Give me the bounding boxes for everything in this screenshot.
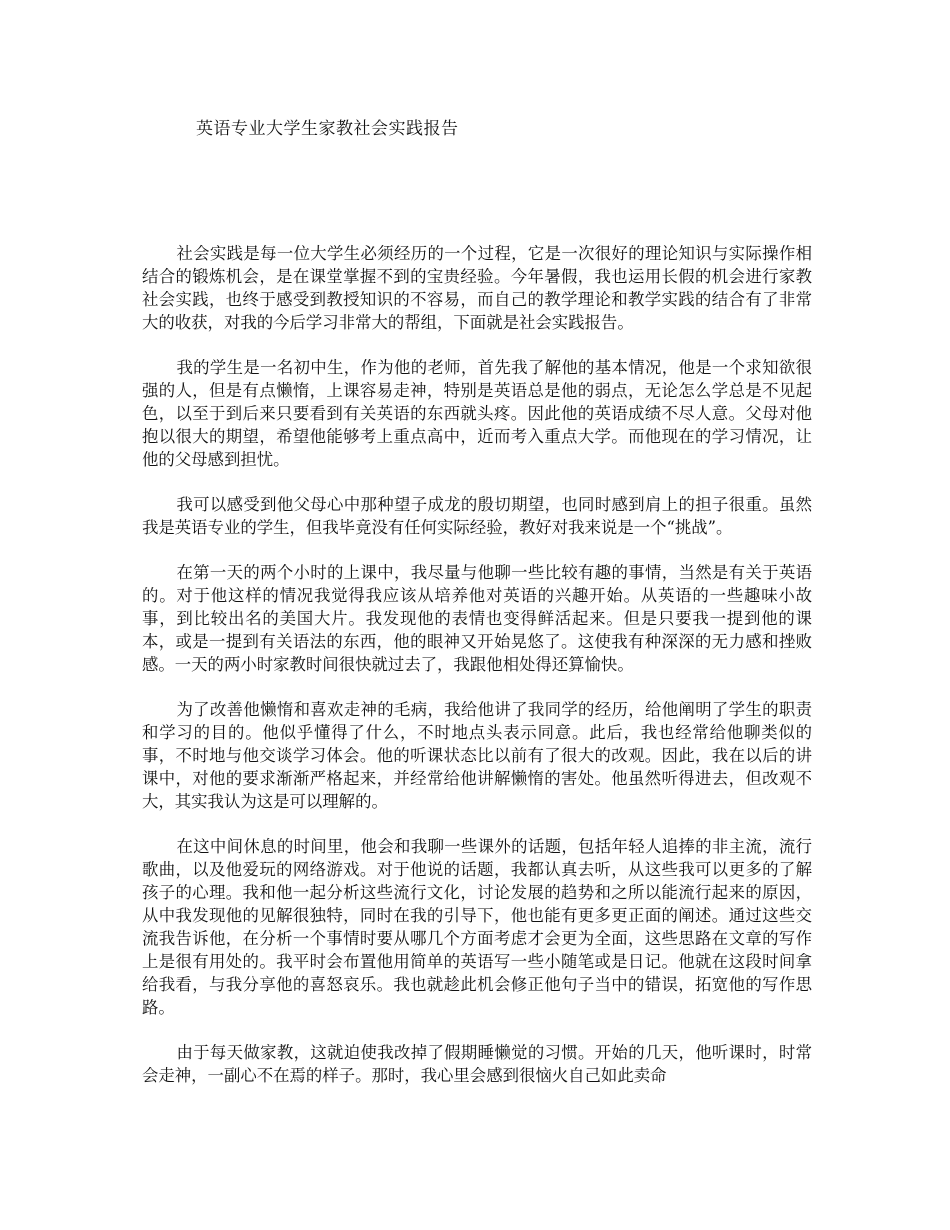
paragraph-daily-tutoring: 由于每天做家教，这就迫使我改掉了假期睡懒觉的习惯。开始的几天，他听课时，时常会走神，一副心不在焉的样子。那时，我心里会感到很恼火自己如此卖命 xyxy=(142,1043,812,1085)
paragraph-parents-expectation: 我可以感受到他父母心中那种望子成龙的殷切期望，也同时感到肩上的担子很重。虽然我是英语专业的学生，但我毕竟没有任何实际经验，教好对我来说是一个“挑战”。 xyxy=(142,495,812,537)
paragraph-improving-habits: 为了改善他懒惰和喜欢走神的毛病，我给他讲了我同学的经历，给他阐明了学生的职责和学习的目的。他似乎懂得了什么，不时地点头表示同意。此后，我也经常给他聊类似的事，不时地与他交谈学习体会。他的听课状态比以前有了很大的改观。因此，我在以后的讲课中，对他的要求渐渐严格起来，并经常给他讲解懒惰的害处。他虽然听得进去，但改观不大，其实我认为这是可以理解的。 xyxy=(142,700,812,811)
paragraph-first-lesson: 在第一天的两个小时的上课中，我尽量与他聊一些比较有趣的事情，当然是有关于英语的。对于他这样的情况我觉得我应该从培养他对英语的兴趣开始。从英语的一些趣味小故事，到比较出名的美国大片。我发现他的表情也变得鲜活起来。但是只要我一提到他的课本，或是一提到有关语法的东西，他的眼神又开始晃悠了。这使我有种深深的无力感和挫败感。一天的两小时家教时间很快就过去了，我跟他相处得还算愉快。 xyxy=(142,563,812,674)
paragraph-break-conversations: 在这中间休息的时间里，他会和我聊一些课外的话题，包括年轻人追捧的非主流，流行歌曲，以及他爱玩的网络游戏。对于他说的话题，我都认真去听，从这些我可以更多的了解孩子的心理。我和他一起分析这些流行文化，讨论发展的趋势和之所以能流行起来的原因，从中我发现他的见解很独特，同时在我的引导下，他也能有更多更正面的阐述。通过这些交流我告诉他，在分析一个事情时要从哪几个方面考虑才会更为全面，这些思路在文章的写作上是很有用处的。我平时会布置他用简单的英语写一些小随笔或是日记。他就在这段时间拿给我看，与我分享他的喜怒哀乐。我也就趁此机会修正他句子当中的错误，拓宽他的写作思路。 xyxy=(142,837,812,1017)
paragraph-intro: 社会实践是每一位大学生必须经历的一个过程，它是一次很好的理论知识与实际操作相结合的锻炼机会，是在课堂掌握不到的宝贵经验。今年暑假，我也运用长假的机会进行家教社会实践，也终于感受到教授知识的不容易，而自己的教学理论和教学实践的结合有了非常大的收获，对我的今后学习非常大的帮组，下面就是社会实践报告。 xyxy=(142,244,812,332)
document-title: 英语专业大学生家教社会实践报告 xyxy=(196,119,459,139)
paragraph-student-background: 我的学生是一名初中生，作为他的老师，首先我了解他的基本情况，他是一个求知欲很强的人，但是有点懒惰，上课容易走神，特别是英语总是他的弱点，无论怎么学总是不见起色，以至于到后来只要看到有关英语的东西就头疼。因此他的英语成绩不尽人意。父母对他抱以很大的期望，希望他能够考上重点高中，近而考入重点大学。而他现在的学习情况，让他的父母感到担忧。 xyxy=(142,358,812,469)
document-body xyxy=(142,242,812,1109)
